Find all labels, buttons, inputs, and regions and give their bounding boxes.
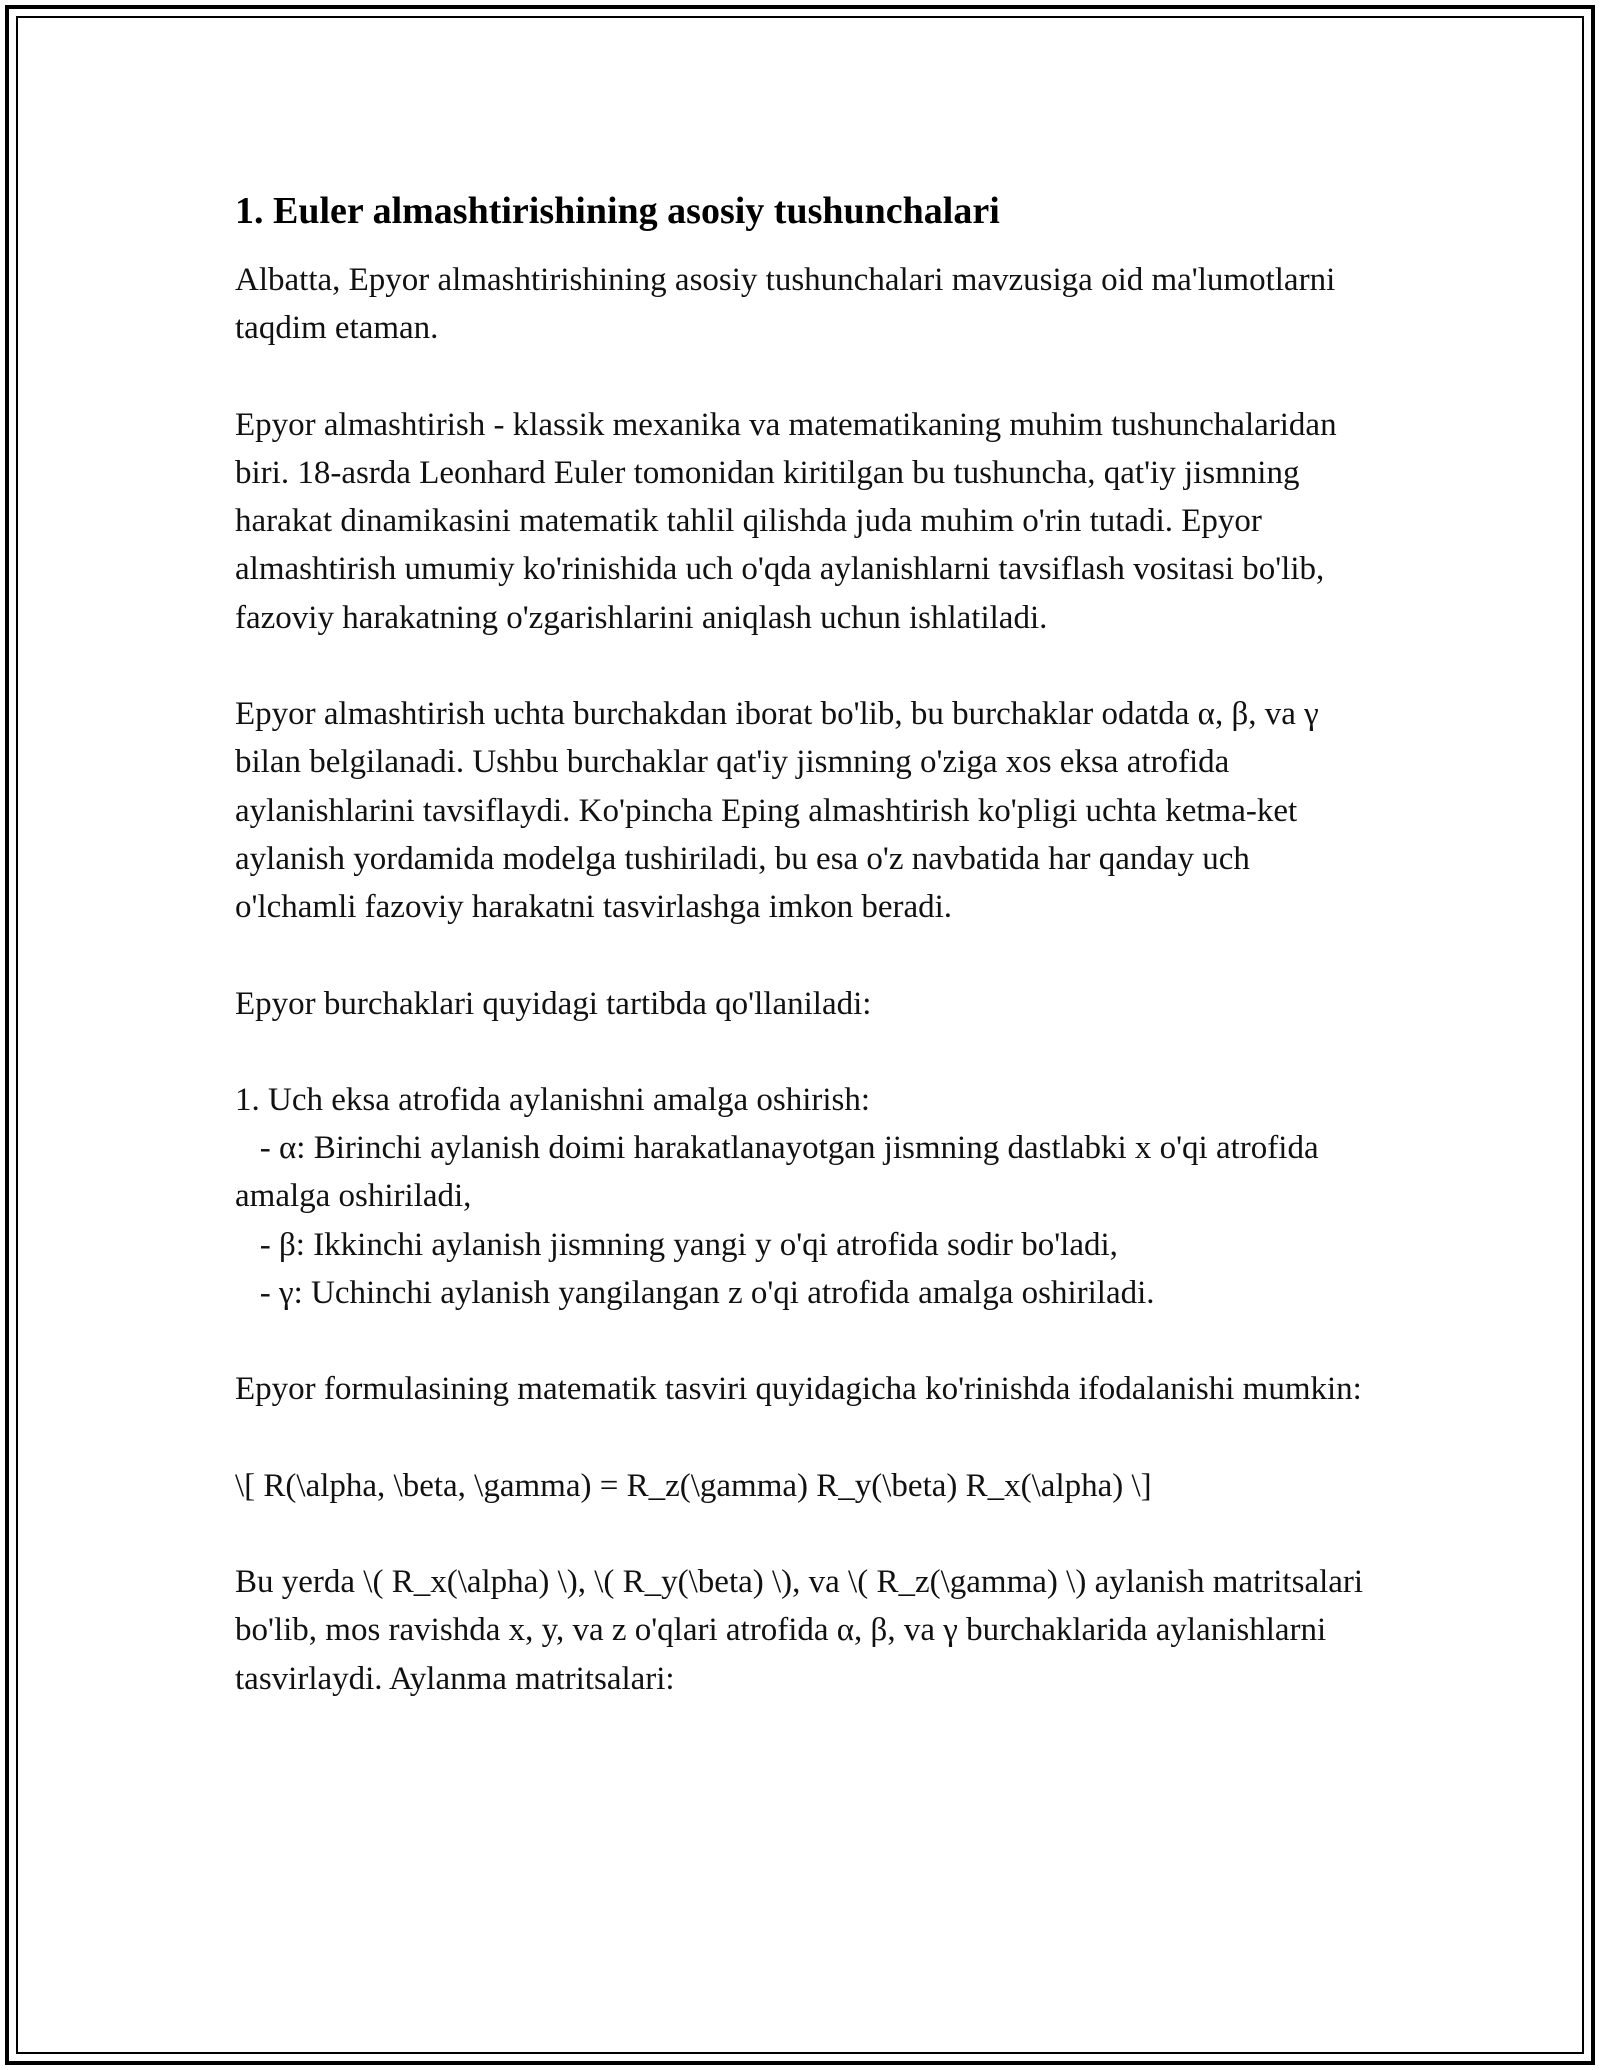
section-heading: 1. Euler almashtirishining asosiy tushunchalari [235, 190, 1000, 232]
list-item-beta: - β: Ikkinchi aylanish jismning yangi y o'qi atrofida sodir bo'ladi, [235, 1226, 1118, 1263]
list-item-alpha: - α: Birinchi aylanish doimi harakatlanayotgan jismning dastlabki x o'qi atrofida amalga oshiriladi, [235, 1130, 1327, 1215]
formula-intro-paragraph: Epyor formulasining matematik tasviri quyidagicha ko'rinishda ifodalanishi mumkin: [235, 1371, 1362, 1408]
formula-line: \[ R(\alpha, \beta, \gamma) = R_z(\gamma) R_y(\beta) R_x(\alpha) \] [235, 1467, 1152, 1504]
closing-paragraph: Bu yerda \( R_x(\alpha) \), \( R_y(\beta) \), va \( R_z(\gamma) \) aylanish matritsalari bo'lib, mos ravishda x, y, va z o'qlari atrofida α, β, va γ burchaklarida aylanishlarni tasvirlaydi. Aylanma matritsalari: [235, 1563, 1372, 1697]
rotation-list [235, 1076, 1365, 1317]
list-title: 1. Uch eksa atrofida aylanishni amalga oshirish: [235, 1081, 871, 1118]
order-paragraph: Epyor burchaklari quyidagi tartibda qo'llaniladi: [235, 985, 872, 1022]
intro-paragraph: Albatta, Epyor almashtirishining asosiy tushunchalari mavzusiga oid ma'lumotlarni taqdim etaman. [235, 262, 1344, 347]
angles-paragraph: Epyor almashtirish uchta burchakdan iborat bo'lib, bu burchaklar odatda α, β, va γ bilan belgilanadi. Ushbu burchaklar qat'iy jismning o'ziga xos eksa atrofida aylanishlarini tavsiflaydi. Ko'pincha Eping almashtirish ko'pligi uchta ketma-ket aylanish yordamida modelga tushiriladi, bu esa o'z navbatida har qanday uch o'lchamli fazoviy harakatni tasvirlashga imkon beradi. [235, 696, 1327, 926]
list-item-gamma: - γ: Uchinchi aylanish yangilangan z o'qi atrofida amalga oshiriladi. [235, 1275, 1155, 1312]
document-body [235, 186, 1372, 1751]
definition-paragraph: Epyor almashtirish - klassik mexanika va matematikaning muhim tushunchalaridan biri. 18-asrda Leonhard Euler tomonidan kiritilgan bu tushuncha, qat'iy jismning harakat dinamikasini matematik tahlil qilishda juda muhim o'rin tutadi. Epyor almashtirish umumiy ko'rinishida uch o'qda aylanishlarni tavsiflash vositasi bo'lib, fazoviy harakatning o'zgarishlarini aniqlash uchun ishlatiladi. [235, 406, 1345, 636]
